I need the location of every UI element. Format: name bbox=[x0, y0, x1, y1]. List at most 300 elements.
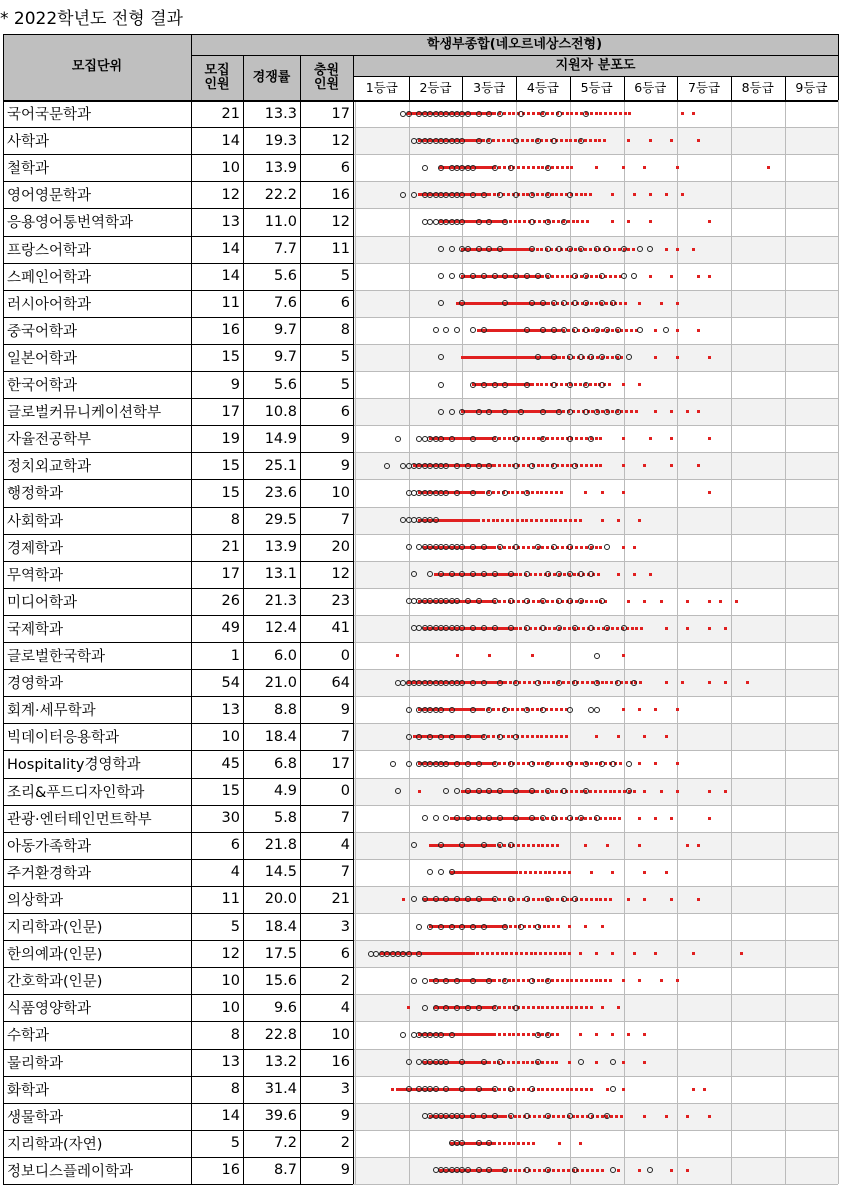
applicant-dot bbox=[676, 708, 679, 711]
applicant-dot bbox=[551, 790, 554, 793]
applicant-dot bbox=[487, 519, 490, 522]
applicant-dot bbox=[568, 925, 571, 928]
applicant-circle bbox=[470, 327, 476, 333]
applicant-dot bbox=[498, 1142, 501, 1145]
applicant-dot bbox=[590, 1006, 593, 1009]
applicant-dot bbox=[613, 817, 616, 820]
dept-name: 정보디스플레이학과 bbox=[7, 1163, 134, 1180]
applicant-circle bbox=[631, 680, 637, 686]
applicant-dot bbox=[527, 546, 530, 549]
applicant-dot bbox=[515, 952, 518, 955]
applicant-circle bbox=[567, 815, 573, 821]
ratio-value: 29.5 bbox=[264, 512, 297, 529]
applicant-dot bbox=[585, 600, 588, 603]
quota-value: 13 bbox=[221, 213, 240, 230]
applicant-dot bbox=[496, 519, 499, 522]
applicant-dot bbox=[536, 248, 539, 251]
refill-value: 16 bbox=[331, 186, 350, 203]
applicant-dot bbox=[525, 952, 528, 955]
applicant-dot bbox=[503, 112, 506, 115]
applicant-dot bbox=[551, 600, 554, 603]
applicant-dot bbox=[540, 735, 543, 738]
applicant-dot bbox=[498, 762, 501, 765]
applicant-dot bbox=[660, 600, 663, 603]
refill-value: 64 bbox=[331, 674, 350, 691]
grid-line bbox=[785, 76, 786, 100]
grid-line bbox=[3, 34, 4, 1184]
applicant-circle bbox=[594, 409, 600, 415]
applicant-circle bbox=[578, 571, 584, 577]
applicant-dot bbox=[530, 519, 533, 522]
applicant-circle bbox=[470, 273, 476, 279]
applicant-dot bbox=[516, 519, 519, 522]
applicant-dot bbox=[654, 356, 657, 359]
applicant-circle bbox=[572, 327, 578, 333]
applicant-dot bbox=[547, 302, 550, 305]
applicant-dot bbox=[551, 166, 554, 169]
applicant-circle bbox=[422, 165, 428, 171]
applicant-dot bbox=[574, 519, 577, 522]
ratio-value: 13.2 bbox=[264, 1054, 297, 1071]
applicant-dot bbox=[560, 193, 563, 196]
applicant-dot bbox=[541, 979, 544, 982]
applicant-dot bbox=[574, 139, 577, 142]
applicant-circle bbox=[583, 327, 589, 333]
applicant-circle bbox=[594, 327, 600, 333]
applicant-dot bbox=[549, 952, 552, 955]
refill-value: 2 bbox=[340, 972, 350, 989]
applicant-dot bbox=[517, 898, 520, 901]
applicant-dot bbox=[486, 952, 489, 955]
grid-line bbox=[677, 76, 678, 100]
applicant-dot bbox=[580, 898, 583, 901]
applicant-dot bbox=[594, 383, 597, 386]
dept-name: 경영학과 bbox=[7, 676, 64, 693]
applicant-dot bbox=[601, 925, 604, 928]
applicant-dot bbox=[630, 410, 633, 413]
applicant-circle bbox=[492, 1005, 498, 1011]
applicant-dot bbox=[561, 546, 564, 549]
applicant-dot bbox=[522, 1142, 525, 1145]
applicant-dot bbox=[697, 275, 700, 278]
applicant-dot bbox=[670, 139, 673, 142]
applicant-dot bbox=[580, 464, 583, 467]
refill-value: 7 bbox=[340, 864, 350, 881]
applicant-circle bbox=[524, 327, 530, 333]
applicant-dot bbox=[526, 735, 529, 738]
applicant-dot bbox=[609, 112, 612, 115]
header-group: 학생부종합(네오르네상스전형) bbox=[191, 34, 838, 55]
refill-value: 5 bbox=[340, 376, 350, 393]
applicant-dot bbox=[596, 1169, 599, 1172]
applicant-dot bbox=[517, 1142, 520, 1145]
applicant-dot bbox=[555, 1061, 558, 1064]
applicant-circle bbox=[449, 734, 455, 740]
grade-header: 5등급 bbox=[570, 76, 624, 100]
applicant-circle bbox=[476, 1086, 482, 1092]
grid-line bbox=[409, 76, 410, 100]
applicant-circle bbox=[476, 598, 482, 604]
applicant-dot bbox=[556, 1033, 559, 1036]
applicant-dot bbox=[544, 871, 547, 874]
applicant-circle bbox=[406, 1086, 412, 1092]
applicant-dot bbox=[515, 573, 518, 576]
applicant-dot bbox=[617, 1006, 620, 1009]
applicant-dot bbox=[670, 817, 673, 820]
applicant-dot bbox=[532, 898, 535, 901]
applicant-dot bbox=[625, 681, 628, 684]
applicant-circle bbox=[492, 1113, 498, 1119]
applicant-dot bbox=[522, 1088, 525, 1091]
applicant-dot bbox=[551, 112, 554, 115]
applicant-dot bbox=[555, 491, 558, 494]
applicant-dot bbox=[665, 871, 668, 874]
applicant-dot bbox=[703, 1088, 706, 1091]
applicant-circle bbox=[497, 680, 503, 686]
applicant-dot bbox=[579, 519, 582, 522]
applicant-dot bbox=[627, 898, 630, 901]
applicant-dot bbox=[601, 681, 604, 684]
refill-value: 9 bbox=[340, 430, 350, 447]
applicant-dot bbox=[670, 1169, 673, 1172]
col-header-ratio: 경쟁률 bbox=[243, 55, 300, 100]
applicant-dot bbox=[614, 275, 617, 278]
ratio-value: 23.6 bbox=[264, 484, 297, 501]
applicant-dot bbox=[604, 817, 607, 820]
applicant-dot bbox=[584, 491, 587, 494]
applicant-circle bbox=[610, 300, 616, 306]
applicant-circle bbox=[545, 219, 551, 225]
ratio-value: 9.6 bbox=[273, 999, 297, 1016]
applicant-dot bbox=[697, 464, 700, 467]
applicant-circle bbox=[551, 327, 557, 333]
dept-name: Hospitality경영학과 bbox=[7, 757, 141, 774]
grade-header: 6등급 bbox=[624, 76, 678, 100]
applicant-circle bbox=[416, 924, 422, 930]
applicant-dot bbox=[522, 1006, 525, 1009]
applicant-circle bbox=[459, 1140, 465, 1146]
applicant-dot bbox=[635, 627, 638, 630]
applicant-circle bbox=[443, 761, 449, 767]
applicant-dot bbox=[638, 383, 641, 386]
grade-header: 8등급 bbox=[731, 76, 785, 100]
applicant-dot bbox=[579, 1142, 582, 1145]
applicant-circle bbox=[621, 273, 627, 279]
ratio-value: 10.8 bbox=[264, 403, 297, 420]
applicant-circle bbox=[551, 382, 557, 388]
applicant-circle bbox=[535, 924, 541, 930]
applicant-dot bbox=[517, 166, 520, 169]
applicant-dot bbox=[509, 925, 512, 928]
applicant-dot bbox=[665, 735, 668, 738]
dept-name: 한국어학과 bbox=[7, 378, 78, 395]
applicant-dot bbox=[606, 844, 609, 847]
applicant-circle bbox=[492, 273, 498, 279]
applicant-dot bbox=[520, 952, 523, 955]
grid-line bbox=[353, 805, 838, 806]
grid-line bbox=[353, 1049, 838, 1050]
applicant-dot bbox=[613, 248, 616, 251]
dept-name: 조리&푸드디자인학과 bbox=[7, 784, 145, 801]
applicant-circle bbox=[443, 815, 449, 821]
applicant-dot bbox=[488, 193, 491, 196]
applicant-circle bbox=[567, 598, 573, 604]
applicant-dot bbox=[504, 681, 507, 684]
applicant-circle bbox=[481, 680, 487, 686]
applicant-circle bbox=[529, 815, 535, 821]
grid-line bbox=[243, 55, 244, 1184]
applicant-dot bbox=[536, 708, 539, 711]
applicant-dot bbox=[521, 519, 524, 522]
applicant-dot bbox=[503, 1006, 506, 1009]
applicant-circle bbox=[454, 815, 460, 821]
applicant-dot bbox=[545, 139, 548, 142]
applicant-dot bbox=[649, 437, 652, 440]
col-header-quota: 모집 인원 bbox=[191, 55, 243, 100]
applicant-circle bbox=[470, 544, 476, 550]
applicant-dot bbox=[531, 139, 534, 142]
applicant-dot bbox=[540, 519, 543, 522]
applicant-dot bbox=[534, 871, 537, 874]
applicant-dot bbox=[581, 1115, 584, 1118]
applicant-dot bbox=[611, 220, 614, 223]
applicant-dot bbox=[496, 952, 499, 955]
applicant-dot bbox=[514, 220, 517, 223]
applicant-dot bbox=[552, 1169, 555, 1172]
grid-line bbox=[353, 507, 838, 508]
applicant-dot bbox=[614, 112, 617, 115]
applicant-dot bbox=[550, 491, 553, 494]
applicant-circle bbox=[454, 978, 460, 984]
applicant-dot bbox=[482, 139, 485, 142]
applicant-dot bbox=[515, 871, 518, 874]
dept-name: 간호학과(인문) bbox=[7, 974, 103, 991]
grid-line bbox=[353, 750, 838, 751]
applicant-dot bbox=[501, 519, 504, 522]
applicant-dot bbox=[508, 1142, 511, 1145]
dept-name: 경제학과 bbox=[7, 540, 64, 557]
applicant-dot bbox=[697, 844, 700, 847]
applicant-dot bbox=[643, 1115, 646, 1118]
applicant-dot bbox=[559, 952, 562, 955]
applicant-dot bbox=[551, 762, 554, 765]
applicant-dot bbox=[503, 464, 506, 467]
ratio-value: 21.0 bbox=[264, 674, 297, 691]
ratio-value: 18.4 bbox=[264, 728, 297, 745]
applicant-dot bbox=[556, 166, 559, 169]
grid-line bbox=[353, 1157, 838, 1158]
applicant-circle bbox=[497, 246, 503, 252]
applicant-dot bbox=[686, 410, 689, 413]
applicant-circle bbox=[626, 761, 632, 767]
dept-name: 행정학과 bbox=[7, 486, 64, 503]
applicant-dot bbox=[640, 627, 643, 630]
applicant-circle bbox=[465, 734, 471, 740]
refill-value: 8 bbox=[340, 322, 350, 339]
applicant-circle bbox=[567, 544, 573, 550]
applicant-dot bbox=[563, 627, 566, 630]
applicant-circle bbox=[481, 544, 487, 550]
quota-value: 11 bbox=[221, 891, 240, 908]
applicant-circle bbox=[486, 490, 492, 496]
applicant-circle bbox=[486, 978, 492, 984]
applicant-circle bbox=[567, 761, 573, 767]
dept-name: 무역학과 bbox=[7, 567, 64, 584]
grid-line bbox=[353, 208, 838, 209]
applicant-circle bbox=[556, 111, 562, 117]
ratio-value: 14.9 bbox=[264, 430, 297, 447]
applicant-dot bbox=[556, 275, 559, 278]
applicant-dot bbox=[595, 979, 598, 982]
refill-value: 17 bbox=[331, 755, 350, 772]
applicant-dot bbox=[498, 1033, 501, 1036]
grid-line bbox=[353, 452, 838, 453]
applicant-circle bbox=[433, 327, 439, 333]
applicant-dot bbox=[541, 898, 544, 901]
grid-line bbox=[353, 1021, 838, 1022]
applicant-circle bbox=[470, 382, 476, 388]
applicant-dot bbox=[590, 302, 593, 305]
applicant-dot bbox=[539, 871, 542, 874]
applicant-dot bbox=[509, 1169, 512, 1172]
grid-line bbox=[191, 55, 838, 56]
applicant-dot bbox=[512, 112, 515, 115]
applicant-circle bbox=[513, 734, 519, 740]
applicant-circle bbox=[588, 544, 594, 550]
applicant-dot bbox=[566, 979, 569, 982]
applicant-dot bbox=[504, 1115, 507, 1118]
applicant-dot bbox=[509, 681, 512, 684]
applicant-dot bbox=[487, 735, 490, 738]
applicant-dot bbox=[555, 708, 558, 711]
applicant-dot bbox=[532, 600, 535, 603]
dept-name: 스페인어학과 bbox=[7, 269, 92, 286]
ratio-value: 39.6 bbox=[264, 1108, 297, 1125]
applicant-dot bbox=[508, 546, 511, 549]
dept-name: 한의예과(인문) bbox=[7, 947, 103, 964]
applicant-dot bbox=[519, 871, 522, 874]
applicant-circle bbox=[470, 436, 476, 442]
applicant-circle bbox=[513, 680, 519, 686]
applicant-dot bbox=[595, 952, 598, 955]
applicant-dot bbox=[534, 952, 537, 955]
applicant-dot bbox=[510, 952, 513, 955]
applicant-circle bbox=[551, 138, 557, 144]
grid-line bbox=[838, 100, 839, 1184]
applicant-circle bbox=[529, 219, 535, 225]
applicant-circle bbox=[583, 788, 589, 794]
applicant-dot bbox=[609, 790, 612, 793]
applicant-dot bbox=[618, 817, 621, 820]
ratio-value: 4.9 bbox=[273, 783, 297, 800]
applicant-circle bbox=[481, 1059, 487, 1065]
applicant-dot bbox=[676, 356, 679, 359]
applicant-dot bbox=[497, 139, 500, 142]
applicant-dot bbox=[498, 898, 501, 901]
applicant-dot bbox=[595, 112, 598, 115]
applicant-circle bbox=[535, 273, 541, 279]
applicant-dot bbox=[561, 1006, 564, 1009]
applicant-dot bbox=[708, 491, 711, 494]
applicant-dot bbox=[622, 437, 625, 440]
applicant-circle bbox=[406, 734, 412, 740]
applicant-dot bbox=[538, 1115, 541, 1118]
applicant-dot bbox=[532, 1142, 535, 1145]
applicant-circle bbox=[459, 273, 465, 279]
applicant-dot bbox=[456, 654, 459, 657]
applicant-dot bbox=[493, 844, 496, 847]
applicant-dot bbox=[570, 790, 573, 793]
applicant-dot bbox=[541, 1088, 544, 1091]
applicant-dot bbox=[601, 519, 604, 522]
applicant-dot bbox=[508, 1006, 511, 1009]
ratio-value: 6.0 bbox=[273, 647, 297, 664]
ratio-value: 8.7 bbox=[273, 1162, 297, 1179]
applicant-dot bbox=[551, 1088, 554, 1091]
applicant-dot bbox=[590, 1088, 593, 1091]
applicant-dot bbox=[541, 1061, 544, 1064]
applicant-dot bbox=[562, 1169, 565, 1172]
applicant-dot bbox=[681, 681, 684, 684]
applicant-circle bbox=[545, 1032, 551, 1038]
dept-name: 회계·세무학과 bbox=[7, 703, 96, 720]
applicant-dot bbox=[643, 166, 646, 169]
applicant-circle bbox=[454, 463, 460, 469]
page-title: * 2022학년도 전형 결과 bbox=[0, 9, 183, 29]
applicant-circle bbox=[481, 924, 487, 930]
applicant-dot bbox=[643, 464, 646, 467]
refill-value: 6 bbox=[340, 945, 350, 962]
applicant-dot bbox=[552, 220, 555, 223]
applicant-dot bbox=[558, 356, 561, 359]
applicant-circle bbox=[470, 707, 476, 713]
refill-value: 0 bbox=[340, 647, 350, 664]
applicant-dot bbox=[527, 166, 530, 169]
applicant-dot bbox=[492, 491, 495, 494]
applicant-circle bbox=[545, 273, 551, 279]
applicant-circle bbox=[535, 138, 541, 144]
applicant-dot bbox=[541, 546, 544, 549]
applicant-dot bbox=[402, 898, 405, 901]
applicant-circle bbox=[513, 544, 519, 550]
applicant-dot bbox=[544, 952, 547, 955]
applicant-circle bbox=[540, 327, 546, 333]
applicant-circle bbox=[449, 409, 455, 415]
applicant-dot bbox=[566, 1088, 569, 1091]
quota-value: 8 bbox=[230, 1026, 240, 1043]
dept-name: 영어영문학과 bbox=[7, 188, 92, 205]
applicant-dot bbox=[547, 925, 550, 928]
dept-name: 정치외교학과 bbox=[7, 459, 92, 476]
applicant-dot bbox=[676, 302, 679, 305]
applicant-dot bbox=[595, 735, 598, 738]
ratio-value: 5.6 bbox=[273, 268, 297, 285]
applicant-dot bbox=[541, 1033, 544, 1036]
applicant-circle bbox=[459, 544, 465, 550]
quota-value: 10 bbox=[221, 728, 240, 745]
applicant-dot bbox=[595, 464, 598, 467]
applicant-circle bbox=[513, 138, 519, 144]
applicant-circle bbox=[540, 815, 546, 821]
refill-value: 9 bbox=[340, 457, 350, 474]
applicant-dot bbox=[560, 735, 563, 738]
applicant-dot bbox=[575, 112, 578, 115]
applicant-dot bbox=[585, 898, 588, 901]
applicant-dot bbox=[551, 193, 554, 196]
applicant-dot bbox=[516, 708, 519, 711]
applicant-dot bbox=[604, 898, 607, 901]
applicant-dot bbox=[488, 654, 491, 657]
